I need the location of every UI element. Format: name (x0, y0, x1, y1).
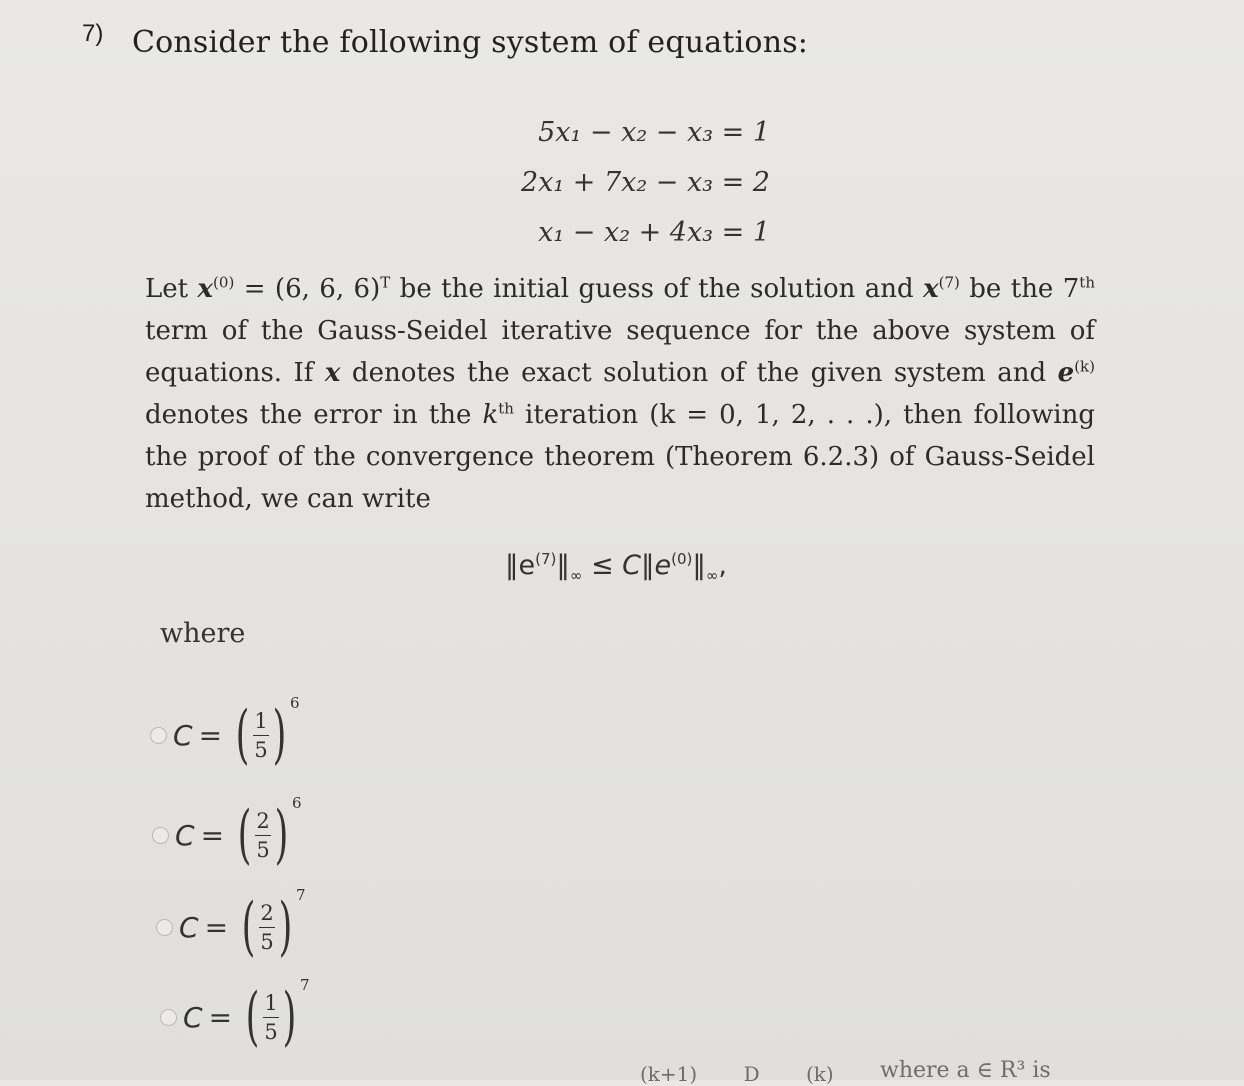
inequality-part: , (718, 550, 727, 581)
option-equals: = (200, 818, 225, 852)
seventh-iterate-symbol: x (923, 274, 939, 304)
radio-button-option-2[interactable] (152, 827, 169, 844)
text-segment: term of the Gauss-Seidel iterative sequence for the above system of equations. If (145, 316, 1095, 388)
error-superscript: (k) (1074, 357, 1095, 376)
text-segment: Let (145, 274, 198, 304)
equation-system (470, 108, 770, 258)
option-equals: = (204, 910, 229, 944)
initial-guess-superscript: (0) (213, 273, 235, 292)
seventh-iterate-superscript: (7) (938, 273, 960, 292)
initial-guess-symbol: x (197, 274, 214, 304)
right-paren-icon: ) (274, 798, 289, 872)
option-equals: = (198, 718, 223, 752)
equation-1: 5x₁ − x₂ − x₃ = 1 (538, 117, 770, 148)
option-1[interactable] (150, 690, 300, 780)
option-exponent: 7 (299, 976, 310, 994)
fraction-bar (253, 735, 269, 736)
equation-3: x₁ − x₂ + 4x₃ = 1 (538, 217, 770, 248)
option-4[interactable] (160, 972, 310, 1062)
fraction (255, 809, 271, 862)
question-number: 7) (82, 20, 104, 47)
option-lhs: C (179, 910, 199, 944)
text-segment: iteration (k = 0, 1, 2, . . .), then following the proof of the convergence theorem (Theorem 6.2.3) of Gauss-Seidel method, we can write (145, 400, 1095, 514)
left-paren-icon: ( (235, 698, 250, 772)
fraction-denominator: 5 (264, 1019, 278, 1044)
option-3[interactable] (156, 882, 306, 972)
inequality-sup: (7) (535, 550, 557, 568)
option-lhs: C (173, 718, 193, 752)
fraction-denominator: 5 (254, 737, 268, 762)
k-superscript: th (498, 399, 514, 418)
option-exponent: 7 (295, 886, 306, 904)
where-label: where (160, 618, 246, 649)
text-segment: be the (959, 274, 1063, 304)
inequality-part: ‖e (505, 550, 536, 581)
left-paren-icon: ( (237, 798, 252, 872)
radio-button-option-4[interactable] (160, 1009, 177, 1026)
text-segment: denotes the exact solution of the given system and (340, 358, 1058, 388)
inequality-sub: ∞ (705, 566, 719, 585)
inequality-sub: ∞ (569, 566, 583, 585)
fraction-numerator: 1 (264, 990, 278, 1015)
fraction-numerator: 1 (254, 708, 268, 733)
fraction-denominator: 5 (256, 837, 270, 862)
fraction (263, 991, 279, 1044)
radio-button-option-1[interactable] (150, 727, 167, 744)
right-paren-icon: ) (282, 980, 297, 1054)
cut-off-text-right: where a ∈ R³ is (880, 1058, 1051, 1083)
fraction (259, 901, 275, 954)
radio-button-option-3[interactable] (156, 919, 173, 936)
error-inequality (505, 550, 727, 584)
fraction-bar (263, 1017, 279, 1018)
option-exponent: 6 (291, 794, 302, 812)
option-lhs: C (183, 1000, 203, 1034)
inequality-part: ‖ (692, 550, 706, 581)
inequality-sup: (0) (671, 550, 693, 568)
cut-off-text-left: (k+1) D (k) (640, 1062, 834, 1086)
error-symbol: e (1057, 358, 1075, 388)
fraction-numerator: 2 (260, 900, 274, 925)
fraction-bar (255, 835, 271, 836)
right-paren-icon: ) (278, 890, 293, 964)
equation-2: 2x₁ + 7x₂ − x₃ = 2 (520, 167, 770, 198)
question-intro: Consider the following system of equations: (132, 25, 809, 60)
text-segment: denotes the error in the (145, 400, 483, 430)
inequality-part: ‖ (556, 550, 570, 581)
problem-statement (145, 268, 1095, 520)
k-symbol: k (482, 400, 499, 430)
exact-solution-symbol: x (324, 358, 341, 388)
option-exponent: 6 (289, 694, 300, 712)
fraction (253, 709, 269, 762)
seventh-number: 7 (1062, 274, 1080, 304)
option-lhs: C (175, 818, 195, 852)
fraction-denominator: 5 (260, 929, 274, 954)
ordinal-superscript: th (1079, 273, 1095, 292)
option-equals: = (208, 1000, 233, 1034)
text-segment: = (6, 6, 6) (234, 274, 381, 304)
left-paren-icon: ( (245, 980, 260, 1054)
fraction-numerator: 2 (256, 808, 270, 833)
inequality-part: ≤ C‖e (582, 550, 672, 581)
fraction-bar (259, 927, 275, 928)
right-paren-icon: ) (272, 698, 287, 772)
left-paren-icon: ( (241, 890, 256, 964)
text-segment: be the initial guess of the solution and (390, 274, 924, 304)
transpose-superscript: T (380, 273, 391, 292)
option-2[interactable] (152, 790, 302, 880)
